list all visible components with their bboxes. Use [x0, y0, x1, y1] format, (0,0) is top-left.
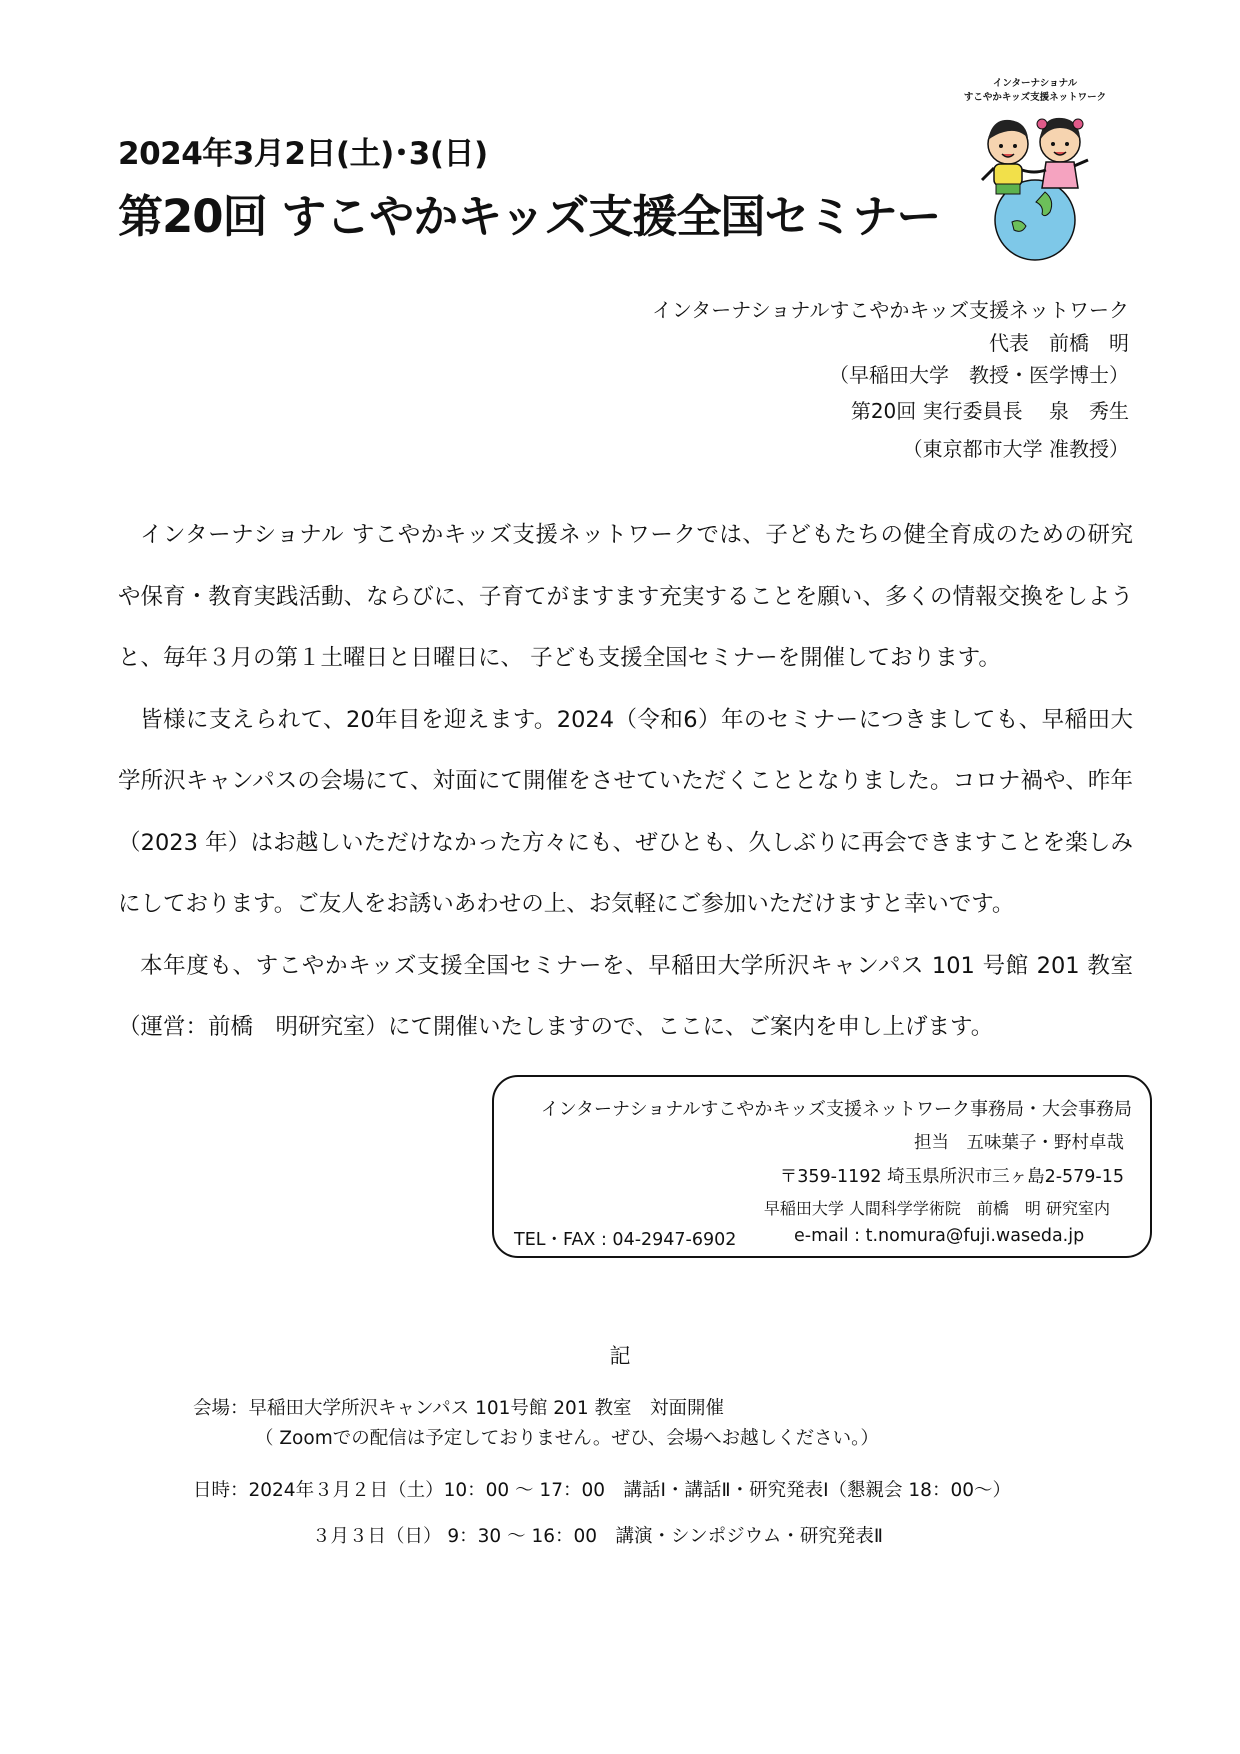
- page-title: 第20回 すこやかキッズ支援全国セミナー: [118, 190, 941, 243]
- contact-lab: 早稲田大学 人間科学学術院 前橋 明 研究室内: [763, 1199, 1110, 1218]
- committee-affiliation: （東京都市大学 准教授）: [902, 437, 1129, 461]
- contact-email: e-mail : t.nomura@fuji.waseda.jp: [794, 1226, 1085, 1246]
- committee-chair: 第20回 実行委員長 泉 秀生: [850, 399, 1129, 423]
- body-paragraph: 皆様に支えられて、20年目を迎えます。2024（令和6）年のセミナーにつきましても、早稲田大学所沢キャンパスの会場にて、対面にて開催をさせていただくこととなりました。コロナ禍や、昨年（2023 年）はお越しいただけなかった方々にも、ぜひとも、久しぶりに再会できますことを楽しみにしております。ご友人をお誘いあわせの上、お気軽にご参加いただけますと幸いです。: [118, 706, 1133, 917]
- contact-box: [492, 1075, 1152, 1258]
- ki-marker: 記: [609, 1344, 631, 1368]
- contact-staff: 担当 五味葉子・野村卓哉: [914, 1133, 1124, 1153]
- contact-office: インターナショナルすこやかキッズ支援ネットワーク事務局・大会事務局: [540, 1099, 1132, 1120]
- event-date: 2024年3月2日(土)･3(日): [118, 136, 488, 172]
- body-paragraph: インターナショナル すこやかキッズ支援ネットワークでは、子どもたちの健全育成のための研究や保育・教育実践活動、ならびに、子育てがますます充実することを願い、多くの情報交換をしようと、毎年３月の第１土曜日と日曜日に、 子ども支援全国セミナーを開催しております。: [118, 522, 1133, 671]
- venue-note: （ Zoomでの配信は予定しておりません。ぜひ、会場へお越しください。）: [255, 1428, 879, 1449]
- datetime-day2: ３月３日（日） 9：30 ～ 16：00 講演・シンポジウム・研究発表Ⅱ: [312, 1526, 883, 1547]
- body-paragraph: 本年度も、すこやかキッズ支援全国セミナーを、早稲田大学所沢キャンパス 101 号館 201 教室（運営：前橋 明研究室）にて開催いたしますので、ここに、ご案内を申し上げます。: [118, 952, 1133, 1040]
- logo-text-line2: すこやかキッズ支援ネットワーク: [963, 92, 1107, 103]
- datetime-day1: 日時：2024年３月２日（土）10：00 ～ 17：00 講話Ⅰ・講話Ⅱ・研究発表Ⅰ（懇親会 18：00～）: [193, 1480, 1011, 1501]
- body-text: [118, 505, 1133, 1059]
- organizer-representative: 代表 前橋 明: [989, 331, 1129, 355]
- logo-text-line1: インターナショナル: [992, 78, 1078, 89]
- venue-line: 会場：早稲田大学所沢キャンパス 101号館 201 教室 対面開催: [193, 1398, 724, 1419]
- kids-globe-illustration: [950, 72, 1120, 262]
- network-logo: [950, 72, 1120, 262]
- contact-address: 〒359-1192 埼玉県所沢市三ヶ島2-579-15: [779, 1167, 1124, 1187]
- organizer-name: インターナショナルすこやかキッズ支援ネットワーク: [652, 298, 1129, 322]
- representative-affiliation: （早稲田大学 教授・医学博士）: [829, 363, 1129, 387]
- contact-tel-fax: TEL・FAX : 04-2947-6902: [514, 1230, 737, 1250]
